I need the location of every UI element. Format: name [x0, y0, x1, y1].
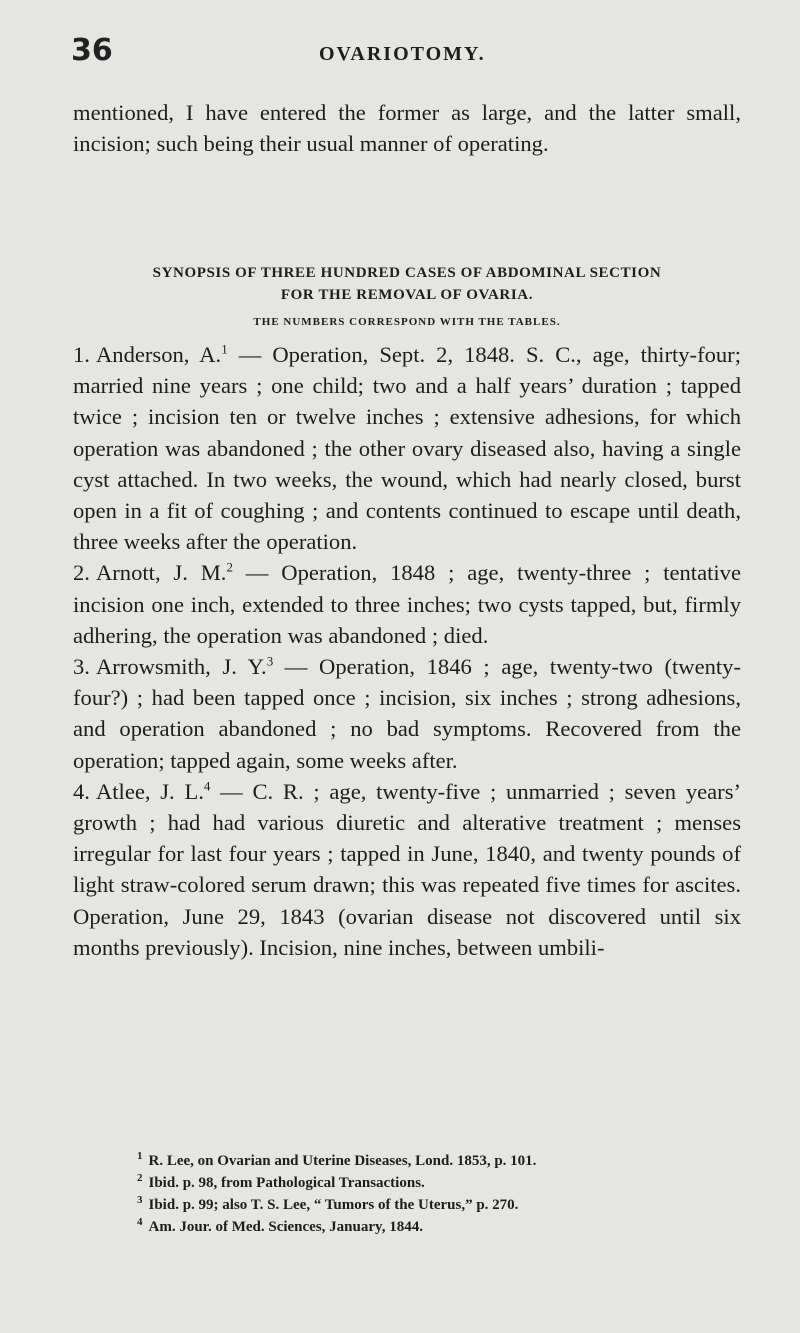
- footnote: [137, 1172, 697, 1194]
- footnote: [137, 1216, 697, 1238]
- synopsis-subtitle: THE NUMBERS CORRESPOND WITH THE TABLES.: [253, 316, 561, 328]
- case-number: 3.: [73, 654, 90, 680]
- footnote-mark: 2: [137, 1172, 143, 1184]
- case-entry: [73, 651, 741, 776]
- case-text: — Operation, Sept. 2, 1848. S. C., age, thirty-four; married nine years ; one child; two and a half years’ duration ; tapped twice ; incision ten or twelve inches ; extensive adhesions, for which operation was abandoned ; the other ovary diseased also, having a single cyst attached. In two weeks, the wound, which had nearly closed, burst open in a fit of coughing ; and contents continued to escape until death, three weeks after the operation.: [73, 342, 741, 555]
- footnote: [137, 1194, 697, 1216]
- footnote-text: R. Lee, on Ovarian and Uterine Diseases, Lond. 1853, p. 101.: [148, 1153, 537, 1169]
- case-entry: [73, 557, 741, 651]
- case-number: 2.: [73, 560, 90, 586]
- footnote: [137, 1150, 697, 1172]
- case-text: — C. R. ; age, twenty-five ; unmarried ; seven years’ growth ; had had various diuretic and alterative treatment ; menses irregular for last four years ; tapped in June, 1840, and twenty pounds of light straw-colored serum drawn; this was repeated five times for ascites. Operation, June 29, 1843 (ovarian disease not discovered until six months previously). Incision, nine inches, between umbili-: [73, 778, 742, 960]
- case-author: Anderson, A.: [95, 342, 222, 367]
- footnote-ref: 2: [226, 559, 233, 575]
- intro-paragraph: mentioned, I have entered the former as large, and the latter small, incision; such being their usual manner of operating.: [73, 100, 741, 157]
- case-entry: [73, 776, 741, 963]
- case-author: Arnott, J. M.: [95, 560, 227, 586]
- page-header: [71, 34, 731, 74]
- synopsis-title-line-1: SYNOPSIS OF THREE HUNDRED CASES OF ABDOMINAL SECTION: [152, 265, 662, 281]
- synopsis-title: [73, 262, 741, 306]
- running-head: OVARIOTOMY.: [319, 43, 486, 65]
- case-list: [73, 339, 741, 963]
- footnote-mark: 1: [137, 1150, 143, 1162]
- synopsis-title-line-2: FOR THE REMOVAL OF OVARIA.: [280, 287, 534, 303]
- footnote-mark: 4: [137, 1216, 143, 1228]
- case-author: Atlee, J. L.: [95, 778, 204, 804]
- footnote-ref: 1: [221, 341, 228, 357]
- case-entry: [73, 339, 741, 557]
- footnote-text: Am. Jour. of Med. Sciences, January, 1844.: [148, 1219, 423, 1235]
- page-number: 36: [71, 33, 113, 68]
- case-number: 4.: [73, 778, 90, 804]
- footnote-ref: 4: [203, 778, 211, 794]
- footnote-text: Ibid. p. 98, from Pathological Transactions.: [148, 1175, 425, 1191]
- case-number: 1.: [73, 342, 90, 367]
- case-text: — Operation, 1848 ; age, twenty-three ; tentative incision one inch, extended to three inches; two cysts tapped, but, firmly adhering, the operation was abandoned ; died.: [73, 560, 741, 648]
- case-author: Arrowsmith, J. Y.: [95, 654, 267, 680]
- case-text: — Operation, 1846 ; age, twenty-two (twenty-four?) ; had been tapped once ; incision, six inches ; strong adhesions, and operation abandoned ; no bad symptoms. Recovered from the operation; tapped again, some weeks after.: [73, 654, 741, 773]
- footnote-ref: 3: [266, 653, 274, 669]
- footnotes: [137, 1150, 697, 1238]
- footnote-text: Ibid. p. 99; also T. S. Lee, “ Tumors of the Uterus,” p. 270.: [148, 1197, 519, 1213]
- footnote-mark: 3: [137, 1194, 143, 1206]
